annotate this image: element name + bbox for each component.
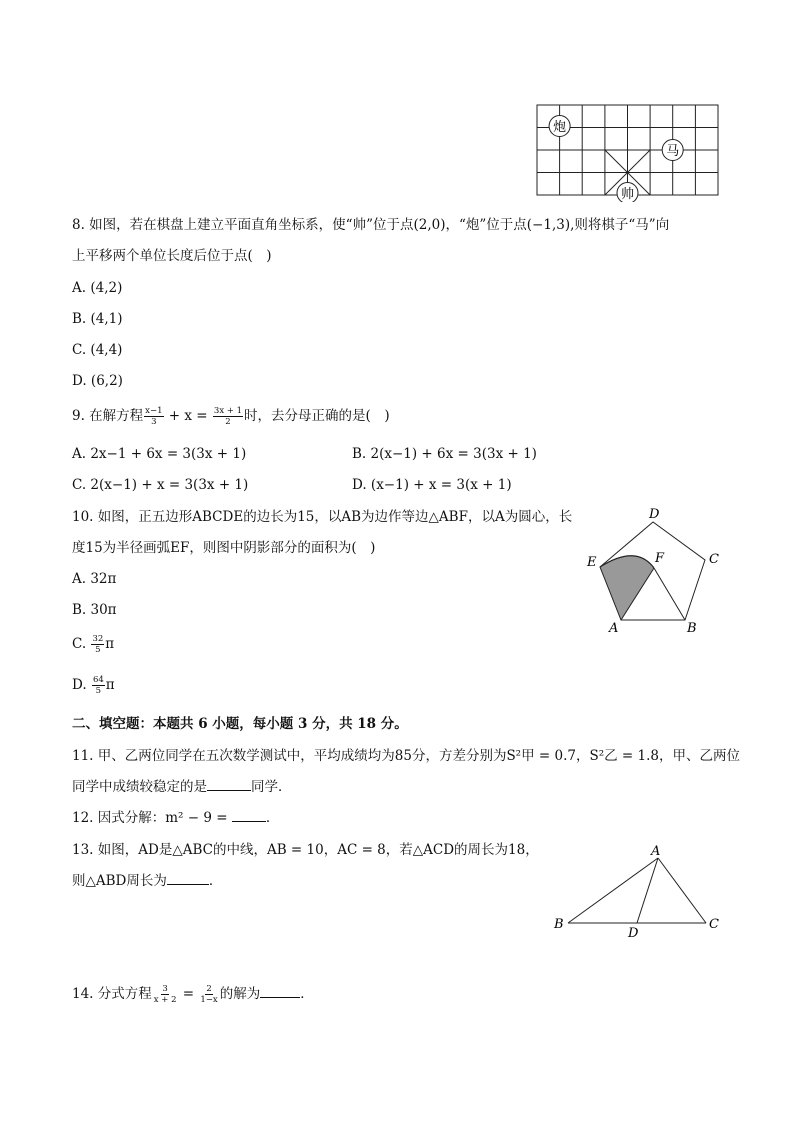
q8-option-c: C. (4,4) [72,342,123,358]
q11-stem-line2 [72,776,292,798]
q14-frac2-den: 1−x [200,995,218,1005]
pentagon-label-c: C [709,552,719,567]
q8-stem-line2: 上平移两个单位长度后位于点( ) [72,248,272,264]
q10-option-c-label: C. [72,636,87,652]
q12-pre: 12. 因式分解：m² − 9 = [72,810,232,826]
q9-option-a: A. 2x−1 + 6x = 3(3x + 1) [72,446,247,462]
q11-answer-blank[interactable] [207,778,251,791]
pentagon-label-a: A [609,621,619,636]
piece-pao [549,116,570,137]
q13-answer-blank[interactable] [167,872,209,885]
q10-option-d-label: D. [72,677,87,693]
triangle-label-a: A [651,844,661,859]
q13-line2-pre: 则△ABD周长为 [72,873,167,889]
piece-pao-label: 炮 [553,120,567,135]
q9-frac2-den: 2 [225,417,231,427]
q9-stem [72,405,390,427]
q14-suffix-pre: 的解为 [219,986,261,1002]
q9-option-c: C. 2(x−1) + x = 3(3x + 1) [72,477,249,493]
q10-optc-pi: π [105,636,115,652]
segment-ac [658,858,706,923]
q12-post: ． [265,810,280,826]
q13-stem-line1: 13. 如图，AD是△ABC的中线，AB = 10，AC = 8，若△ACD的周长为18， [72,842,539,858]
q14-suffix-post: ． [300,986,314,1002]
pentagon-label-f: F [655,551,665,566]
q10-stem-line2: 度15为半径画弧EF，则图中阴影部分的面积为( ) [72,540,376,556]
q14-frac1-num: 3 [162,984,168,994]
q8-option-b: B. (4,1) [72,311,123,327]
q9-option-d: D. (x−1) + x = 3(x + 1) [352,477,512,493]
section-2-title: 二、填空题：本题共 6 小题，每小题 3 分，共 18 分。 [72,716,408,732]
q10-option-c-fraction [91,634,104,655]
q11-line2-post: 同学． [251,779,292,795]
q14-fraction-2 [199,984,218,1005]
pentagon-label-b: B [687,621,697,636]
segment-ad [637,858,658,923]
q10-option-c [72,634,114,655]
q14-frac1-den: x + 2 [153,995,177,1005]
pentagon-label-d: D [649,507,660,522]
q10-option-b: B. 30π [72,602,117,618]
q10-optd-den: 5 [95,686,102,696]
q9-prefix: 9. 在解方程 [72,408,144,424]
q14-fraction-1 [153,984,178,1005]
q11-stem-line1: 11. 甲、乙两位同学在五次数学测试中，平均成绩均为85分，方差分别为S²甲 = 0.7，S²乙 = 1.8，甲、乙两位 [72,748,740,764]
q10-stem-line1: 10. 如图，正五边形ABCDE的边长为15，以AB为边作等边△ABF，以A为圆心，长 [72,509,573,525]
q14-mid: = [178,986,199,1002]
q8-stem-line1: 8. 如图，若在棋盘上建立平面直角坐标系，使“帅”位于点(2,0)，“炮”位于点(−1,3),则将棋子“马”向 [72,217,670,233]
q8-option-d: D. (6,2) [72,373,123,389]
piece-ma-label: 马 [666,144,680,159]
q13-line2-post: ． [208,873,223,889]
q14-frac2-num: 2 [206,984,212,994]
q11-line2-pre: 同学中成绩较稳定的是 [72,779,207,795]
q9-option-b: B. 2(x−1) + 6x = 3(3x + 1) [352,446,537,462]
pentagon-figure [580,502,726,636]
q9-mid: + x = [164,408,212,424]
q9-frac1-num: x−1 [145,406,163,416]
q9-frac2-num: 3x + 1 [213,406,243,416]
segment-bf [654,568,685,620]
q10-optc-den: 5 [95,645,101,655]
q12-answer-blank[interactable] [232,809,266,822]
q14-stem [72,983,314,1005]
piece-shuai [617,183,638,203]
q14-answer-blank[interactable] [260,985,300,998]
q10-option-d-fraction [92,675,105,696]
q9-frac1-den: 3 [151,417,157,427]
triangle-label-b: B [554,917,564,932]
pentagon-label-e: E [587,555,597,570]
chess-board-figure [530,100,726,202]
q9-fraction-1 [144,406,163,427]
piece-shuai-label: 帅 [620,187,635,202]
q10-optc-num: 32 [92,634,104,644]
q8-option-a: A. (4,2) [72,280,123,296]
piece-ma [662,140,683,161]
q10-option-a: A. 32π [72,571,117,587]
q13-stem-line2 [72,870,222,892]
q10-option-d [72,675,115,696]
q12-stem [72,807,279,829]
q9-suffix: 时，去分母正确的是( ) [244,408,390,424]
segment-ab [568,858,658,923]
q14-prefix: 14. 分式方程 [72,986,152,1002]
triangle-label-d: D [628,926,639,941]
q9-fraction-2 [213,406,243,427]
triangle-label-c: C [709,917,719,932]
triangle-figure [548,838,724,942]
q10-optd-pi: π [105,677,115,693]
q10-optd-num: 64 [92,675,104,685]
